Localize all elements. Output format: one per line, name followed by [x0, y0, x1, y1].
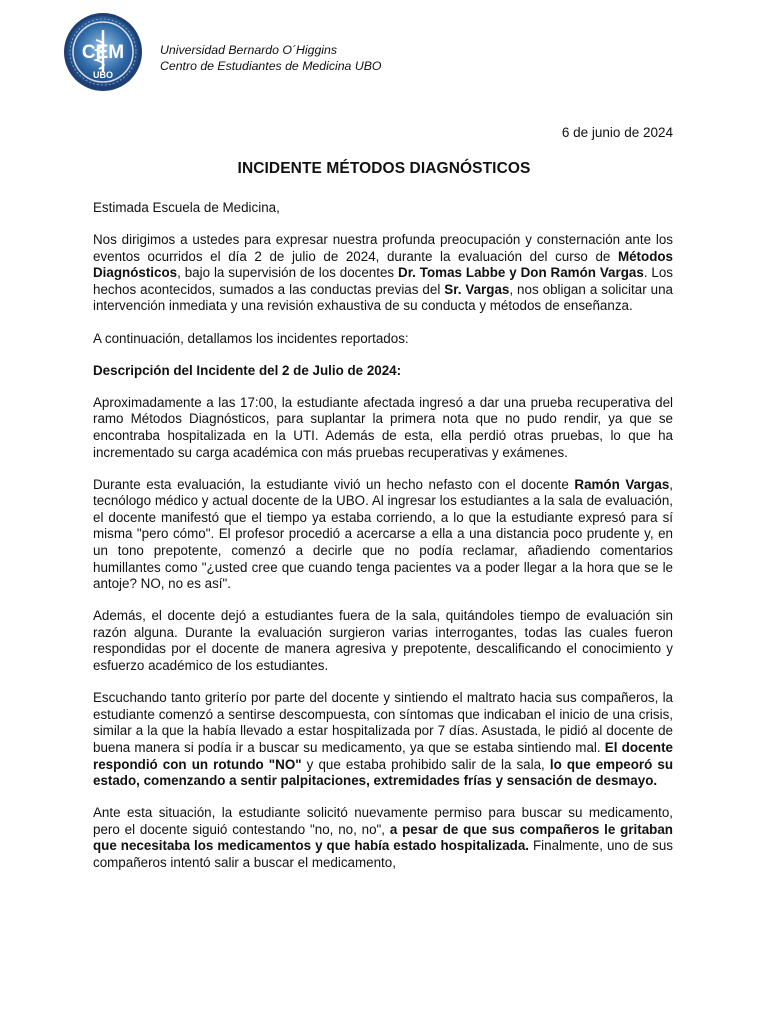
paragraph-intro — [93, 232, 673, 315]
text: , nos obligan a solicitar una intervención inmediata y una revisión exhaustiva de su conducta y métodos de enseñanza. — [93, 281, 673, 314]
letter-body — [93, 200, 673, 887]
emphasis: a pesar de que sus compañeros le gritaban que necesitaba los medicamentos y que había estado hospitalizada. — [93, 821, 673, 854]
teacher-names: Dr. Tomas Labbe y Don Ramón Vargas — [398, 265, 644, 281]
text: , tecnólogo médico y actual docente de la UBO. Al ingresar los estudiantes a la sala de evaluación, el docente manifestó que el tiempo ya estaba corriendo, a lo que la estudiante expresó para sí misma "pero cómo". El profesor procedió a acercarse a ella a una distancia poco prudente y, en un tono prepotente, comenzó a decirle que no podía reclamar, añadiendo comentarios humillantes como "¿usted cree que cuando tenga pacientes va a poder llegar a la hora que se le antoje? NO, no es así". — [93, 476, 674, 592]
text: Nos dirigimos a ustedes para expresar nuestra profunda preocupación y consternación ante los eventos ocurridos el día 2 de julio de 2024, durante la evaluación del curso de — [93, 232, 673, 264]
course-name: Métodos Diagnósticos — [93, 248, 673, 281]
university-name: Universidad Bernardo O´Higgins — [160, 43, 338, 57]
incident-heading: Descripción del Incidente del 2 de Julio de 2024: — [93, 362, 402, 378]
letter-title: INCIDENTE MÉTODOS DIAGNÓSTICOS — [237, 160, 531, 177]
paragraph-lead-in: A continuación, detallamos los incidentes reportados: — [93, 330, 409, 346]
text: Escuchando tanto griterío por parte del docente y sintiendo el maltrato hacia sus compañeros, la estudiante comenzó a sentirse descompuesta, con síntomas que indicaban el inicio de una crisis, similar a la que la había llevado a estar hospitalizada por 7 días. Asustada, le pidió al docente de buena manera si podía ir a buscar su medicamento, ya que se estaba sintiendo mal. — [93, 690, 673, 755]
paragraph-incident-2 — [93, 477, 673, 593]
paragraph-incident-1: Aproximadamente a las 17:00, la estudiante afectada ingresó a dar una prueba recuperativa del ramo Métodos Diagnósticos, para suplantar la primera nota que no pudo rendir, ya que se encontraba hospitalizada en la UTI. Además de esta, ella perdió otras pruebas, lo que ha incrementado su carga académica con más pruebas recuperativas y exámenes. — [93, 394, 673, 460]
paragraph-incident-5 — [93, 805, 673, 871]
text: Finalmente, uno de sus compañeros intentó salir a buscar el medicamento, — [93, 838, 673, 870]
logo-text: CEM — [81, 42, 125, 63]
logo-subtext: UBO — [93, 70, 113, 80]
emphasis: El docente respondió con un rotundo "NO" — [93, 739, 673, 772]
letterhead — [160, 42, 381, 74]
paragraph-incident-3: Además, el docente dejó a estudiantes fuera de la sala, quitándoles tiempo de evaluación sin razón alguna. Durante la evaluación surgieron varias interrogantes, todas las cuales fueron respondidas por el docente de manera agresiva y prepotente, descalificando el conocimiento y esfuerzo académico de los estudiantes. — [93, 608, 673, 674]
text: y que estaba prohibido salir de la sala, — [301, 756, 550, 772]
letter-date: 6 de junio de 2024 — [561, 125, 673, 140]
teacher-name: Sr. Vargas — [444, 281, 510, 297]
student-center-name: Centro de Estudiantes de Medicina UBO — [160, 59, 382, 73]
paragraph-incident-4 — [93, 690, 673, 790]
text: Ante esta situación, la estudiante solicitó nuevamente permiso para buscar su medicamento, pero el docente siguió contestando "no, no, no", — [93, 805, 673, 837]
emphasis: lo que empeoró su estado, comenzando a sentir palpitaciones, extremidades frías y sensación de desmayo. — [93, 756, 673, 789]
text: . Los hechos acontecidos, sumados a las conductas previas del — [93, 265, 673, 297]
greeting: Estimada Escuela de Medicina, — [93, 200, 280, 215]
cem-ubo-logo — [63, 12, 143, 92]
text: Durante esta evaluación, la estudiante vivió un hecho nefasto con el docente — [93, 476, 575, 492]
teacher-name: Ramón Vargas — [574, 476, 670, 492]
text: , bajo la supervisión de los docentes — [177, 265, 399, 281]
